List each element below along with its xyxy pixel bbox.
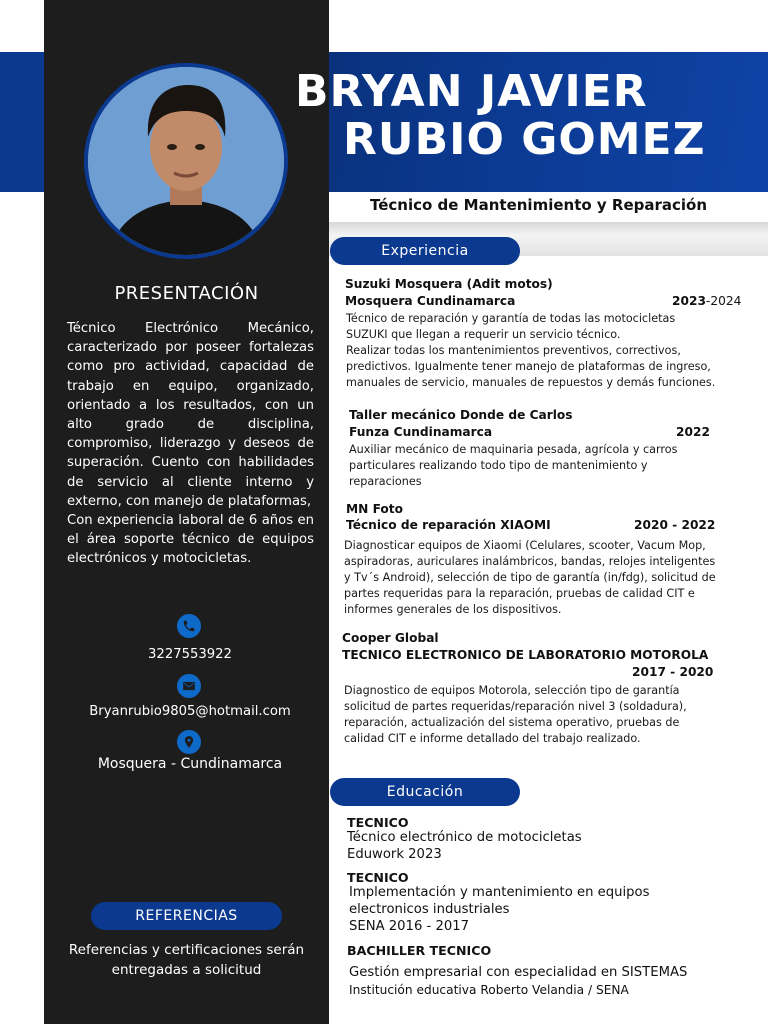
job-year: [672, 294, 741, 308]
job-company: Suzuki Mosquera (Adit motos): [345, 277, 553, 291]
job-company: Cooper Global: [342, 631, 439, 645]
presentation-paragraph: Técnico Electrónico Mecánico, caracterizado por poseer fortalezas como pro actividad, capacidad de trabajo en equipo, organizado, orientado a los resultados, con un alto grado de disciplina, compromiso, liderazgo y deseos de superación. Cuento con habilidades de servicio al cliente interno y externo, con manejo de plataformas,: [67, 321, 314, 509]
job-location: TECNICO ELECTRONICO DE LABORATORIO MOTOROLA: [342, 648, 709, 662]
education-section-label: Educación: [330, 778, 520, 806]
education-title: TECNICO: [347, 815, 409, 830]
email-address[interactable]: Bryanrubio9805@hotmail.com: [89, 704, 291, 719]
profile-photo: [84, 63, 288, 259]
education-detail: Implementación y mantenimiento en equipos: [349, 885, 650, 900]
name-line-2: RUBIO GOMEZ: [343, 114, 706, 165]
job-description: Auxiliar mecánico de maquinaria pesada, agrícola y carros particulares realizando todo tipo de mantenimiento y reparaciones: [349, 443, 678, 488]
job-company: MN Foto: [346, 502, 403, 516]
job-location: Mosquera Cundinamarca: [345, 294, 516, 308]
job-location: Técnico de reparación XIAOMI: [346, 518, 551, 532]
location-pin-icon: [177, 730, 201, 754]
job-year: 2017 - 2020: [632, 665, 714, 679]
education-detail: Gestión empresarial con especialidad en SISTEMAS: [349, 965, 688, 980]
phone-number[interactable]: 3227553922: [148, 647, 232, 662]
person-silhouette-icon: [88, 67, 284, 255]
job-year: 2022: [676, 425, 710, 439]
job-subtitle: Técnico de Mantenimiento y Reparación: [370, 196, 708, 214]
education-title: BACHILLER TECNICO: [347, 943, 492, 958]
presentation-title: PRESENTACIÓN: [114, 283, 259, 304]
references-text: Referencias y certificaciones serán entregadas a solicitud: [68, 942, 305, 978]
education-detail: Institución educativa Roberto Velandia / SENA: [349, 983, 629, 997]
phone-icon: [177, 614, 201, 638]
job-description: Técnico de reparación y garantía de todas las motocicletas SUZUKI que llegan a requerir un servicio técnico. Realizar todas los mantenimientos preventivos, correctivos, predictivos. Igualmente tener manejo de plataformas de ingreso, manuales de servicio, manuales de repuestos y demás funciones.: [346, 312, 716, 389]
mail-icon: [177, 674, 201, 698]
education-detail: SENA 2016 - 2017: [349, 919, 470, 934]
location-text: Mosquera - Cundinamarca: [97, 756, 283, 772]
job-description: Diagnostico de equipos Motorola, selección tipo de garantía solicitud de partes requeridas/reparación nivel 3 (soldadura), reparación, actualización del sistema operativo, pruebas de calidad CIT e informe detallado del trabajo realizado.: [344, 684, 687, 745]
education-detail: Eduwork 2023: [347, 847, 442, 862]
name-line-1: BRYAN JAVIER: [295, 66, 648, 117]
job-year-start: 2023: [672, 294, 706, 308]
job-description: Diagnosticar equipos de Xiaomi (Celulares, scooter, Vacum Mop, aspiradoras, auriculares inalámbricos, bandas, relojes inteligentes y Tv´s Android), selección de tipo de garantía (in/fdg), solicitud de partes requeridas para la reparación, pruebas de calidad CIT e informes generales de los dispositivos.: [344, 539, 716, 616]
education-detail: Técnico electrónico de motocicletas: [347, 830, 582, 845]
job-company: Taller mecánico Donde de Carlos: [349, 408, 573, 422]
presentation-paragraph: Con experiencia laboral de 6 años en el área soporte técnico de equipos electrónicos y motocicletas.: [67, 513, 314, 567]
education-title: TECNICO: [347, 870, 409, 885]
job-year: 2020 - 2022: [634, 518, 716, 532]
presentation-text: [67, 319, 314, 569]
experience-section-label: Experiencia: [330, 237, 520, 265]
education-detail: electronicos industriales: [349, 902, 510, 917]
references-label: REFERENCIAS: [91, 902, 282, 930]
job-location: Funza Cundinamarca: [349, 425, 493, 439]
job-year-end: -2024: [705, 294, 742, 308]
